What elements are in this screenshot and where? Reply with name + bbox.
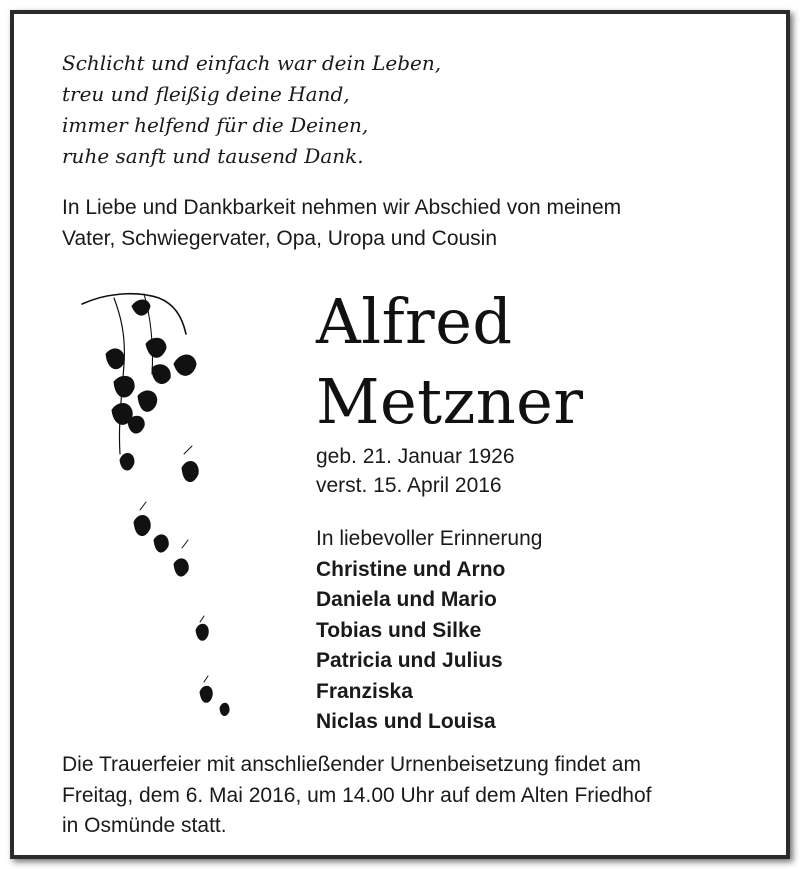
deceased-last-name: Metzner (316, 365, 584, 438)
birth-date: geb. 21. Januar 1926 (316, 445, 515, 468)
mourner-name: Daniela und Mario (316, 588, 497, 611)
life-dates (316, 442, 515, 500)
falling-leaves-illustration (74, 284, 234, 724)
intro-line: Vater, Schwiegervater, Opa, Uropa und Cousin (62, 227, 498, 250)
poem-line: Schlicht und einfach war dein Leben, (62, 51, 442, 75)
mourners-list (316, 524, 542, 738)
mourner-name: Christine und Arno (316, 557, 506, 581)
notice-line: in Osmünde statt. (62, 814, 227, 837)
mourner-name: Franziska (316, 679, 413, 703)
deceased-first-name: Alfred (316, 285, 513, 358)
notice-line: Die Trauerfeier mit anschließender Urnenbeisetzung findet am (62, 753, 641, 776)
funeral-notice (62, 750, 782, 842)
mourners-heading: In liebevoller Erinnerung (316, 527, 543, 550)
poem-line: treu und fleißig deine Hand, (62, 82, 350, 106)
deceased-name (316, 282, 584, 442)
mourner-name: Patricia und Julius (316, 649, 503, 672)
intro-line: In Liebe und Dankbarkeit nehmen wir Abschied von meinem (62, 196, 622, 219)
obituary-frame (10, 10, 790, 859)
death-date: verst. 15. April 2016 (316, 474, 502, 497)
mourner-name: Tobias und Silke (316, 618, 482, 642)
intro-text (62, 192, 762, 254)
poem-line: immer helfend für die Deinen, (62, 113, 369, 137)
poem (62, 48, 441, 172)
notice-line: Freitag, dem 6. Mai 2016, um 14.00 Uhr auf dem Alten Friedhof (62, 783, 652, 807)
mourner-name: Niclas und Louisa (316, 710, 496, 733)
poem-line: ruhe sanft und tausend Dank. (62, 144, 364, 168)
